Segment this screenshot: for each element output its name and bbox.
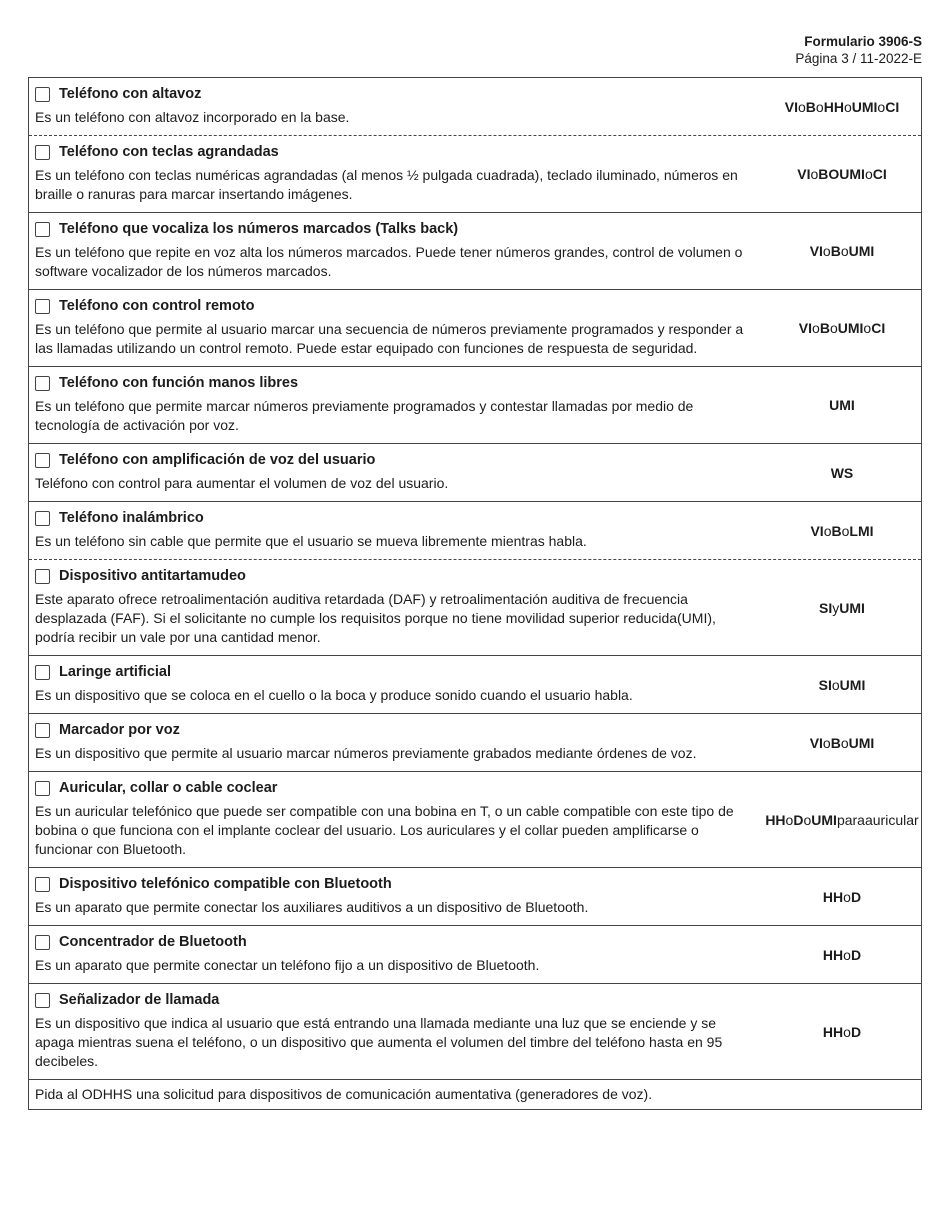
device-row-main: [29, 78, 763, 135]
device-description: Es un aparato que permite conectar los auxiliares auditivos a un dispositivo de Bluetooth.: [35, 899, 589, 915]
device-table-body: [29, 78, 921, 1079]
eligibility-code: HH o D: [822, 946, 862, 963]
device-title-line: [35, 721, 753, 739]
device-title: Teléfono con función manos libres: [59, 375, 299, 391]
device-title-line: [35, 143, 753, 161]
device-description: Es un dispositivo que indica al usuario que está entrando una llamada mediante una luz que se enciende y se apaga mientras suena el teléfono, o un dispositivo que aumenta el volumen del timbre del teléfono hasta en 95 decibeles.: [35, 1015, 723, 1069]
eligibility-code: UMI: [829, 397, 855, 413]
device-row-main: [29, 367, 763, 443]
eligibility-code: VI o B o LMI: [810, 522, 874, 539]
device-title-line: [35, 933, 753, 951]
device-description: Es un teléfono que permite al usuario marcar una secuencia de números previamente programados y responder a las llamadas utilizando un control remoto. Puede estar equipado con funciones de respuesta de seguridad.: [35, 321, 744, 356]
device-row: [29, 771, 921, 867]
eligibility-code: VI o B O UMI o CI: [797, 166, 887, 182]
device-row-main: [29, 868, 763, 925]
device-title: Teléfono con control remoto: [59, 298, 255, 314]
eligibility-code: VI o B o UMI: [809, 734, 875, 751]
device-checkbox[interactable]: [35, 145, 50, 160]
device-row: [29, 559, 921, 655]
device-row: [29, 443, 921, 501]
device-title: Señalizador de llamada: [59, 992, 220, 1008]
device-row-main: [29, 136, 763, 212]
device-checkbox[interactable]: [35, 665, 50, 680]
device-title: Teléfono con teclas agrandadas: [59, 144, 279, 160]
table-footer-note: Pida al ODHHS una solicitud para dispositivos de comunicación aumentativa (generadores de voz).: [29, 1079, 921, 1109]
eligibility-code: SI o UMI: [818, 676, 866, 693]
device-row-main: [29, 290, 763, 366]
device-title-line: [35, 220, 753, 238]
device-title-line: [35, 991, 753, 1009]
device-checkbox[interactable]: [35, 222, 50, 237]
device-table: [28, 77, 922, 1110]
device-row: [29, 713, 921, 771]
device-checkbox[interactable]: [35, 935, 50, 950]
device-title-line: [35, 663, 753, 681]
device-checkbox[interactable]: [35, 723, 50, 738]
device-title-line: [35, 875, 753, 893]
device-title-line: [35, 85, 753, 103]
device-checkbox[interactable]: [35, 87, 50, 102]
device-row-main: [29, 502, 763, 559]
device-row: [29, 925, 921, 983]
device-title-line: [35, 374, 753, 392]
device-title: Auricular, collar o cable coclear: [59, 780, 278, 796]
device-row-main: [29, 772, 763, 867]
device-title: Dispositivo telefónico compatible con Bluetooth: [59, 876, 392, 892]
eligibility-code: HH o D: [822, 1023, 862, 1040]
device-row-main: [29, 656, 763, 713]
device-row-main: [29, 714, 763, 771]
device-checkbox[interactable]: [35, 511, 50, 526]
device-title-line: [35, 509, 753, 527]
device-description: Es un dispositivo que se coloca en el cuello o la boca y produce sonido cuando el usuario habla.: [35, 687, 633, 703]
device-title: Teléfono inalámbrico: [59, 510, 204, 526]
device-title: Teléfono con amplificación de voz del usuario: [59, 452, 376, 468]
device-row-main: [29, 560, 763, 655]
device-description: Teléfono con control para aumentar el volumen de voz del usuario.: [35, 475, 449, 491]
eligibility-code: VI o B o UMI: [809, 243, 875, 259]
device-row-main: [29, 926, 763, 983]
eligibility-code: VI o B o UMI o CI: [798, 320, 886, 336]
device-title-line: [35, 779, 753, 797]
device-checkbox[interactable]: [35, 376, 50, 391]
page-info: Página 3 / 11-2022-E: [795, 51, 922, 66]
device-row: [29, 501, 921, 559]
device-row: [29, 983, 921, 1079]
device-title-line: [35, 451, 753, 469]
eligibility-code: SI y UMI: [819, 599, 865, 616]
eligibility-code: HH o D o UMI para auricular: [765, 811, 919, 828]
device-description: Este aparato ofrece retroalimentación auditiva retardada (DAF) y retroalimentación auditiva de frecuencia desplazada (FAF). Si el solicitante no cumple los requisitos porque no tiene movilidad superior reducida(UMI), podría recibir un vale por una cantidad menor.: [35, 591, 716, 645]
device-description: Es un dispositivo que permite al usuario marcar números previamente grabados mediante órdenes de voz.: [35, 745, 697, 761]
eligibility-code: WS: [830, 464, 854, 481]
device-title: Concentrador de Bluetooth: [59, 934, 247, 950]
device-row: [29, 135, 921, 212]
device-description: Es un aparato que permite conectar un teléfono fijo a un dispositivo de Bluetooth.: [35, 957, 540, 973]
device-title: Teléfono con altavoz: [59, 86, 202, 102]
document-header: [28, 34, 922, 67]
device-row-main: [29, 213, 763, 289]
device-row: [29, 655, 921, 713]
device-description: Es un teléfono que repite en voz alta los números marcados. Puede tener números grandes, control de volumen o software vocalizador de los números marcados.: [35, 244, 743, 279]
eligibility-code: VI o B o HH o UMI o CI: [784, 98, 900, 115]
device-title-line: [35, 567, 753, 585]
device-checkbox[interactable]: [35, 453, 50, 468]
device-checkbox[interactable]: [35, 299, 50, 314]
device-description: Es un teléfono sin cable que permite que el usuario se mueva libremente mientras habla.: [35, 533, 587, 549]
device-checkbox[interactable]: [35, 993, 50, 1008]
device-checkbox[interactable]: [35, 781, 50, 796]
device-checkbox[interactable]: [35, 877, 50, 892]
device-description: Es un teléfono que permite marcar números previamente programados y contestar llamadas por medio de tecnología de activación por voz.: [35, 398, 694, 433]
device-title: Marcador por voz: [59, 722, 180, 738]
device-row: [29, 289, 921, 366]
device-row: [29, 366, 921, 443]
device-row: [29, 212, 921, 289]
device-row: [29, 78, 921, 135]
device-checkbox[interactable]: [35, 569, 50, 584]
device-row-main: [29, 984, 763, 1079]
device-description: Es un auricular telefónico que puede ser compatible con una bobina en T, o un cable compatible con este tipo de bobina o que funciona con el implante coclear del usuario. Los auriculares y el collar pueden amplificarse o funcionar con Bluetooth.: [35, 803, 734, 857]
device-description: Es un teléfono con altavoz incorporado en la base.: [35, 109, 350, 125]
eligibility-code: HH o D: [822, 888, 862, 905]
device-title: Laringe artificial: [59, 664, 172, 680]
device-title-line: [35, 297, 753, 315]
device-description: Es un teléfono con teclas numéricas agrandadas (al menos ½ pulgada cuadrada), teclado iluminado, números en braille o ranuras para marcar insertando imágenes.: [35, 167, 738, 202]
form-number: Formulario 3906-S: [804, 34, 922, 49]
device-row: [29, 867, 921, 925]
device-row-main: [29, 444, 763, 501]
device-title: Teléfono que vocaliza los números marcados (Talks back): [59, 221, 459, 237]
device-title: Dispositivo antitartamudeo: [59, 568, 246, 584]
